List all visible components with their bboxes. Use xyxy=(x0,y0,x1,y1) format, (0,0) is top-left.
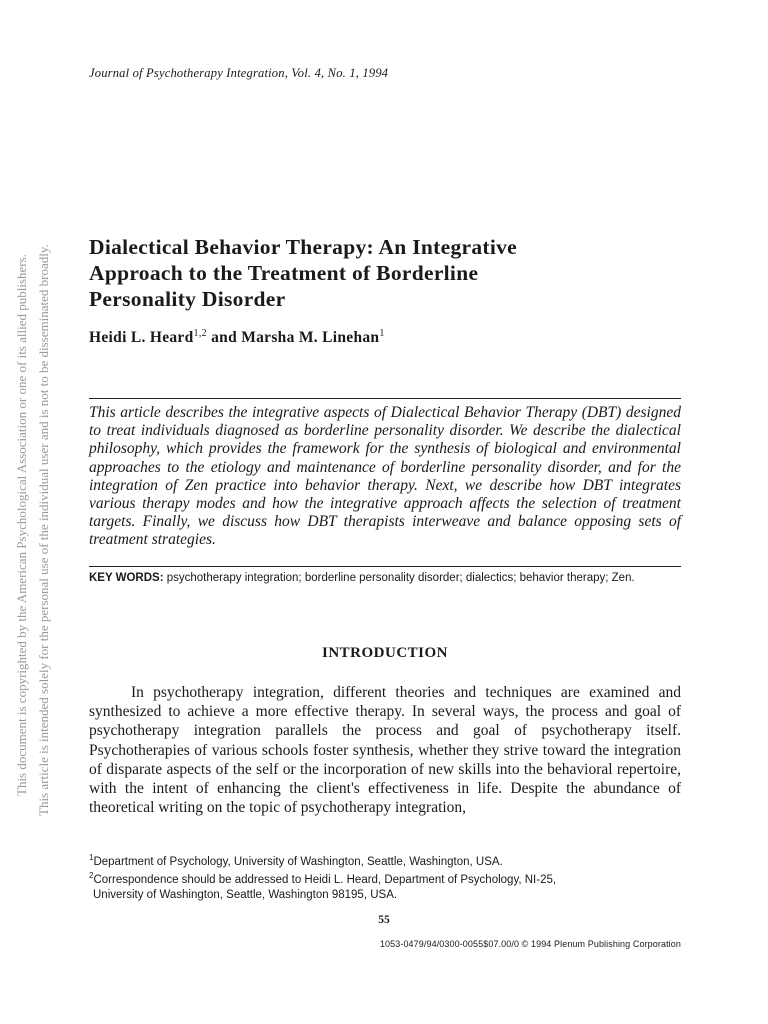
abstract: This article describes the integrative aspects of Dialectical Behavior Therapy (DBT) designed to treat individuals diagnosed as borderline personality disorder. We describe the dialectical philosophy, which provides the framework for the synthesis of biological and environmental approaches to the etiology and maintenance of borderline personality disorder, and for the integration of Zen practice into behavior therapy. Next, we describe how DBT integrates various therapy modes and how the integrative approach affects the selection of treatment targets. Finally, we discuss how DBT therapists interweave and balance opposing sets of treatment strategies. xyxy=(89,404,681,549)
author-connector: and xyxy=(206,329,242,347)
keywords-label: KEY WORDS: xyxy=(89,572,164,584)
page-number: 55 xyxy=(378,914,390,926)
footnote-mark: 1 xyxy=(89,853,94,862)
author-list xyxy=(89,328,385,347)
article-title xyxy=(89,234,689,312)
abstract-bottom-rule xyxy=(89,566,681,567)
body-paragraph: In psychotherapy integration, different theories and techniques are examined and synthesized to achieve a more effective therapy. In several ways, the process and goal of psychotherapy integration parallels the process and goal of psychotherapy itself. Psychotherapies of various schools foster synthesis, whether they strive toward the integration of disparate aspects of the self or the incorporation of new skills into the behavioral repertoire, with the intent of enhancing the client's effectiveness in life. Despite the abundance of theoretical writing on the topic of psychotherapy integration, xyxy=(89,684,681,817)
author-affiliation-mark: 1,2 xyxy=(193,328,207,339)
copyright-watermark-line-2: This article is intended solely for the personal use of the individual user and is not to be disseminated broadly. xyxy=(36,244,51,816)
title-line-3: Personality Disorder xyxy=(89,287,286,311)
section-heading: INTRODUCTION xyxy=(321,645,448,661)
copyright-watermark-line-1: This document is copyrighted by the American Psychological Association or one of its allied publishers. xyxy=(14,254,29,796)
footnote-text: Department of Psychology, University of Washington, Seattle, Washington, USA. xyxy=(93,855,503,868)
keywords-text: psychotherapy integration; borderline personality disorder; dialectics; behavior therapy; Zen. xyxy=(163,572,635,584)
author-name: Heidi L. Heard xyxy=(89,329,194,347)
footnote-mark: 2 xyxy=(89,871,94,881)
title-line-2: Approach to the Treatment of Borderline xyxy=(89,261,479,285)
keywords xyxy=(89,571,681,586)
title-line-1: Dialectical Behavior Therapy: An Integrative xyxy=(89,235,518,259)
footnote-text: Correspondence should be addressed to Heidi L. Heard, Department of Psychology, NI-25, xyxy=(93,874,557,887)
footnote-2 xyxy=(89,869,681,887)
footnote-1 xyxy=(89,851,681,869)
author-affiliation-mark: 1 xyxy=(379,328,385,339)
abstract-top-rule xyxy=(89,398,681,399)
author-name: Marsha M. Linehan xyxy=(241,329,380,347)
footnote-2-continued: University of Washington, Seattle, Washington 98195, USA. xyxy=(93,888,398,901)
copyright-line: 1053-0479/94/0300-0055$07.00/0 © 1994 Plenum Publishing Corporation xyxy=(379,939,681,949)
journal-header: Journal of Psychotherapy Integration, Vol. 4, No. 1, 1994 xyxy=(89,66,389,80)
footnotes xyxy=(89,851,681,902)
